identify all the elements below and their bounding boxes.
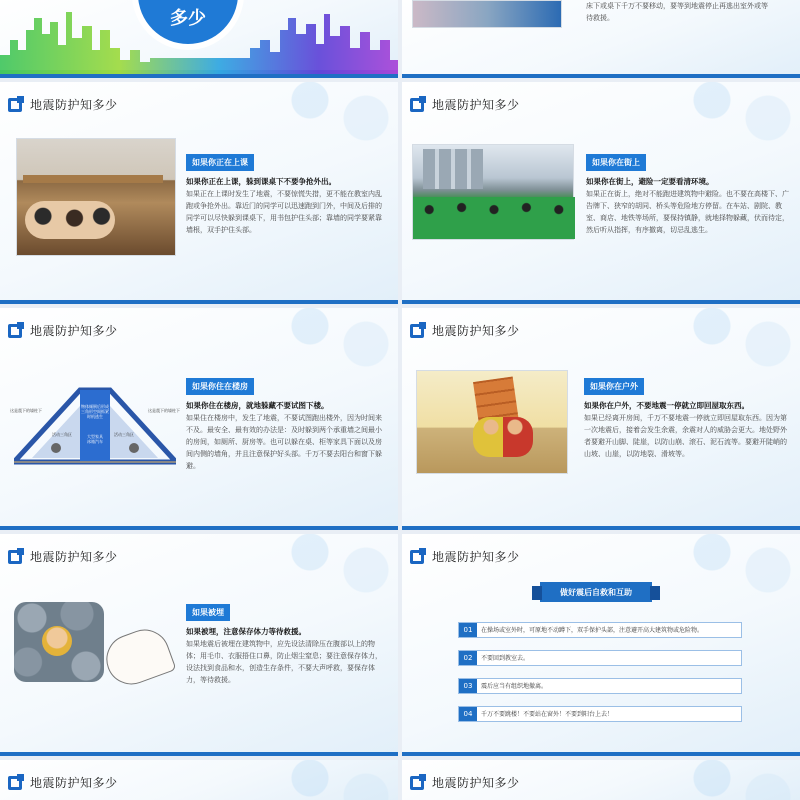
- hex-decoration: [670, 760, 800, 800]
- square-bullet-icon: [8, 776, 22, 790]
- running-people-shape: [473, 417, 533, 457]
- slide-title: 地震防护知多少: [432, 776, 520, 790]
- slide-title: 地震防护知多少: [432, 324, 520, 338]
- crowd-shape: [413, 197, 575, 239]
- slide-top-right[interactable]: [402, 0, 800, 78]
- slide-header: [8, 96, 118, 113]
- hex-decoration: [268, 534, 398, 606]
- item-number: 03: [459, 679, 477, 693]
- slide-building[interactable]: [0, 308, 398, 530]
- item-text: 震后应当有组织地撤离。: [481, 683, 548, 690]
- left-zone-label: 活动三角区: [52, 432, 72, 437]
- center-bottom-label: 大型家具冰箱汽车: [87, 434, 103, 444]
- headline: 如果你正在上课，躲到课桌下不要争抢外出。: [186, 177, 336, 186]
- headline: 如果你在街上，避险一定要看清环境。: [586, 177, 714, 186]
- hex-decoration: [268, 308, 398, 380]
- banner-text: 做好震后自救和互助: [560, 587, 632, 597]
- hex-decoration: [268, 760, 398, 800]
- item-text: 千万不要跳楼！不要站在窗外！不要到阳台上去！: [481, 711, 614, 718]
- street-crowd-photo: [412, 144, 574, 240]
- section-tag: 如果你住在楼房: [186, 378, 254, 395]
- slide-title: 地震防护知多少: [30, 550, 118, 564]
- buildings-shape: [423, 149, 483, 189]
- rescuer-hand-shape: [99, 623, 176, 692]
- trapped-person-shape: [42, 626, 72, 656]
- square-bullet-icon: [8, 98, 22, 112]
- headline: 如果被埋，注意保存体力等待救援。: [186, 627, 306, 636]
- square-bullet-icon: [410, 550, 424, 564]
- body-text: 如果正在街上，绝对不能跑进建筑物中避险。也不要在高楼下、广告牌下、狭窄的胡同、桥头等危险地方停留。在车站、剧院、教室、商店、地铁等场所，要保持镇静，就地择物躲藏，伏而待定，然后听从指挥，有序撤离，切忌乱逃生。: [586, 190, 789, 234]
- slide-outdoor[interactable]: [402, 308, 800, 530]
- slide-bottom-right[interactable]: [402, 760, 800, 800]
- headline: 如果你在户外，不要地震一停就立即回屋取东西。: [584, 401, 749, 410]
- trapped-cartoon: [14, 592, 176, 700]
- slide-cover[interactable]: [0, 0, 398, 78]
- outdoor-cartoon: [416, 370, 568, 474]
- center-top-label: 物体倾倒后形成三角形空间抓紧时机逃生: [81, 404, 109, 419]
- item-text: 在操场或室外时，可原地不动蹲下，双手保护头部，注意避开高大建筑物或危险物。: [481, 627, 704, 634]
- roof-diagram-graphic: [14, 386, 176, 466]
- item-number: 01: [459, 623, 477, 637]
- slide-self-rescue[interactable]: [402, 534, 800, 756]
- square-bullet-icon: [8, 550, 22, 564]
- desk-shape: [23, 175, 163, 183]
- right-zone-label: 活动三角区: [114, 432, 134, 437]
- slide-title: 地震防护知多少: [30, 98, 118, 112]
- slide-header: [410, 548, 520, 565]
- earthquake-photo: [412, 0, 562, 28]
- slide-header: [8, 548, 118, 565]
- square-bullet-icon: [8, 324, 22, 338]
- left-label: 这是震下的墙柱下: [10, 408, 42, 413]
- slide-title: 地震防护知多少: [30, 776, 118, 790]
- body-text: 如果已经离开房间，千万不要地震一停就立即回屋取东西。因为第一次地震后，接着会发生余震，余震对人的威胁会更大。地处野外者要避开山脚、陡崖，以防山崩、滚石、泥石流等。要避开陡峭的山坡、山崖，以防地裂、滑坡等。: [584, 414, 787, 458]
- square-bullet-icon: [410, 776, 424, 790]
- slide-trapped[interactable]: [0, 534, 398, 756]
- triangle-zone-diagram: [10, 386, 180, 466]
- slide-header: [410, 774, 520, 791]
- classroom-photo: [16, 138, 176, 256]
- slide-title: 地震防护知多少: [30, 324, 118, 338]
- section-tag: 如果你在街上: [586, 154, 646, 171]
- section-tag: 如果你在户外: [584, 378, 644, 395]
- slide-street[interactable]: [402, 82, 800, 304]
- hex-decoration: [670, 82, 800, 154]
- slide-header: [410, 96, 520, 113]
- slide-header: [8, 774, 118, 791]
- item-text: 不要回到教室去。: [481, 655, 530, 662]
- title-badge-text: 多少: [170, 8, 206, 29]
- slide-header: [410, 322, 520, 339]
- body-text: 如果住在楼房中，发生了地震，不要试图跑出楼外，因为时间来不及。最安全、最有效的办法是：及时躲到两个承重墙之间最小的房间，如厕所、厨房等。也可以躲在桌、柜等家具下面以及房间内侧的墙角，并且注意保护好头部。千万不要去阳台和窗下躲避。: [186, 414, 382, 470]
- top-right-text-2: 待救援。: [586, 14, 614, 22]
- item-number: 04: [459, 707, 477, 721]
- banner-right-fold: [650, 586, 660, 600]
- slide-title: 地震防护知多少: [432, 98, 520, 112]
- section-tag: 如果被埋: [186, 604, 230, 621]
- slide-header: [8, 322, 118, 339]
- list-item: [458, 622, 742, 638]
- hex-decoration: [670, 534, 800, 606]
- hex-decoration: [268, 82, 398, 154]
- item-number: 02: [459, 651, 477, 665]
- slide-bottom-left[interactable]: [0, 760, 398, 800]
- slide-classroom[interactable]: [0, 82, 398, 304]
- section-tag: 如果你正在上课: [186, 154, 254, 171]
- body-text: 如果地震后被埋在建筑物中，应先设法清除压在腹部以上的物体；用毛巾、衣服捂住口鼻，防止烟尘窒息；要注意保存体力，设法找到食品和水，创造生存条件，不要大声呼救，要保存体力，等待救援。: [186, 640, 382, 684]
- banner-left-fold: [532, 586, 542, 600]
- list-item: [458, 706, 742, 722]
- list-item: [458, 678, 742, 694]
- slide-title: 地震防护知多少: [432, 550, 520, 564]
- headline: 如果你住在楼房，就地躲藏不要试图下楼。: [186, 401, 329, 410]
- right-label: 这是震下的墙柱下: [148, 408, 180, 413]
- hex-decoration: [670, 308, 800, 380]
- square-bullet-icon: [410, 324, 424, 338]
- students-shape: [25, 201, 115, 239]
- banner: [540, 582, 652, 602]
- body-text: 如果正在上课时发生了地震，不要惊慌失措，更不能在教室内乱跑或争抢外出。靠近门的同学可以迅速跑到门外，中间及后排的同学可以尽快躲到课桌下，用书包护住头部；靠墙的同学要紧靠墙根，双手护住头部。: [186, 190, 382, 234]
- top-right-text-1: 床下或桌下千万不要移动，要等到地震停止再逃出室外或等: [586, 2, 768, 10]
- square-bullet-icon: [410, 98, 424, 112]
- list-item: [458, 650, 742, 666]
